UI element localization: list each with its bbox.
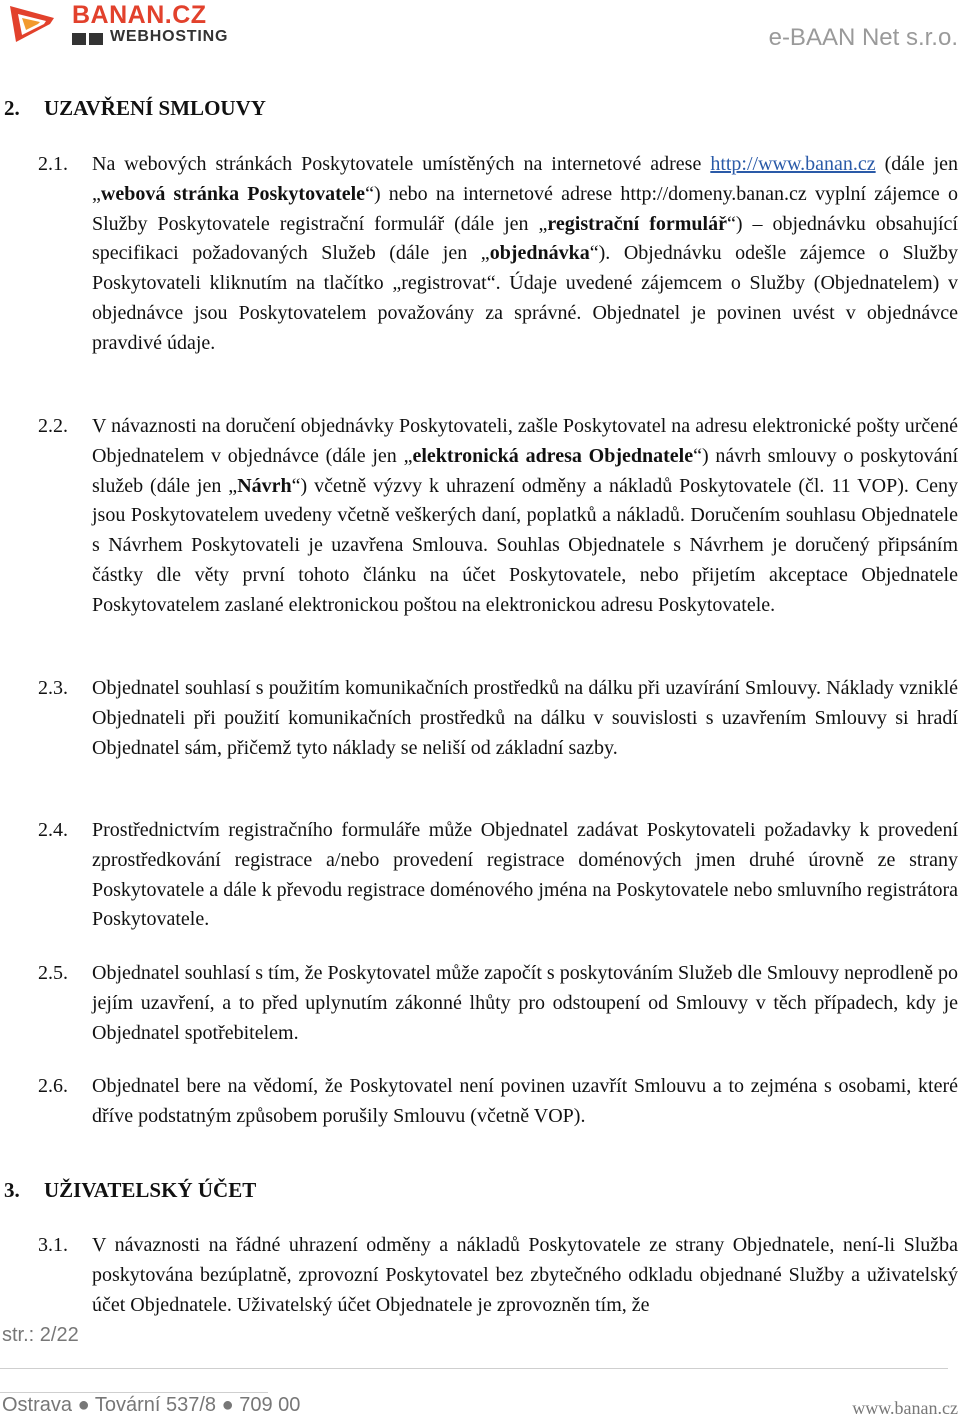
clause-text: Objednatel souhlasí s použitím komunikačních prostředků na dálku při uzavírání Smlouvy. Náklady vzniklé Objednateli při použití komunikačních prostředků na dálku v souvislosti s uzavřením Smlouvy si hradí Objednatel sám, přičemž tyto náklady se neliší od základní sazby. [92,677,958,759]
footer-divider [0,1368,948,1369]
company-name: e-BAAN Net s.r.o. [768,24,958,51]
footer-divider-short [0,1392,268,1393]
footer-website: www.banan.cz [852,1398,958,1418]
clause-text: V návaznosti na doručení objednávky Poskytovateli, zašle Poskytovatel na adresu elektronické pošty určené Objednatelem v objednávce (dále jen „elektronická adresa Objednatele“) návrh smlouvy o poskytování služeb (dále jen „Návrh“) včetně výzvy k uhrazení odměny a nákladů Poskytovatele (čl. 11 VOP). Ceny jsou Poskytovatelem uvedeny včetně veškerých daní, poplatků a nákladů. Doručením souhlasu Objednatele s Návrhem Poskytovateli je uzavřena Smlouva. Souhlas Objednatele s Návrhem je doručený připsáním částky dle věty první tohoto článku na účet Poskytovatele, nebo přijetím akceptace Objednatele Poskytovatelem zaslané elektronickou poštou na elektronickou adresu Poskytovatele. [92,415,959,616]
section-number: 3. [4,1178,20,1202]
clause-2-4 [38,816,958,935]
clause-3-1 [38,1231,958,1320]
company-address: Ostrava ● Tovární 537/8 ● 709 00 [2,1394,301,1416]
banan-logo [6,2,246,46]
logo-bars [72,32,106,50]
section-heading [4,1178,256,1203]
clause-number: 2.1. [38,153,68,175]
clause-2-5 [38,959,958,1048]
logo-subtitle: WEBHOSTING [110,28,229,45]
page-number: str.: 2/22 [2,1324,79,1346]
clause-2-3 [38,674,958,763]
clause-2-1 [38,150,958,359]
clause-number: 2.2. [38,415,68,437]
logo-brand-text: BANAN.CZ [72,1,207,29]
section-number: 2. [4,96,20,120]
clause-text: Prostřednictvím registračního formuláře může Objednatel zadávat Poskytovateli požadavky k provedení zprostředkování registrace a/nebo provedení registrace doménových jmen druhé úrovně ze strany Poskytovatele a dále k převodu registrace doménového jména na Poskytovatele nebo smluvního registrátora Poskytovatele. [92,819,958,931]
clause-number: 3.1. [38,1234,68,1256]
clause-number: 2.5. [38,962,68,984]
clause-number: 2.4. [38,819,68,841]
website-link[interactable]: http://www.banan.cz [710,153,876,175]
section-heading [4,96,266,121]
banana-icon [6,2,66,46]
section-title: UŽIVATELSKÝ ÚČET [44,1178,257,1202]
clause-number: 2.6. [38,1075,68,1097]
section-title: UZAVŘENÍ SMLOUVY [44,96,266,120]
clause-number: 2.3. [38,677,68,699]
clause-text: Objednatel souhlasí s tím, že Poskytovatel může započít s poskytováním Služeb dle Smlouvy neprodleně po jejím uzavření, a to před uplynutím zákonné lhůty pro odstoupení od Smlouvy v těch případech, kdy je Objednatel spotřebitelem. [92,962,958,1044]
clause-2-2 [38,412,958,621]
clause-text: V návaznosti na řádné uhrazení odměny a nákladů Poskytovatele ze strany Objednatele, není-li Služba poskytována bezúplatně, zprovozní Poskytovatel bez zbytečného odkladu objednané Služby a uživatelský účet Objednatele. Uživatelský účet Objednatele je zprovozněn tím, že [92,1234,958,1316]
clause-text: Objednatel bere na vědomí, že Poskytovatel není povinen uzavřít Smlouvu a to zejména s osobami, které dříve podstatným způsobem porušily Smlouvu (včetně VOP). [92,1075,958,1127]
clause-text: Na webových stránkách Poskytovatele umístěných na internetové adrese http://www.banan.cz (dále jen „webová stránka Poskytovatele“) nebo na internetové adrese http://domeny.banan.cz vyplní zájemce o Služby Poskytovatele registrační formulář (dále jen „registrační formulář“) – objednávku obsahující specifikaci požadovaných Služeb (dále jen „objednávka“). Objednávku odešle zájemce o Služby Poskytovateli kliknutím na tlačítko „registrovat“. Údaje uvedené zájemcem o Služby (Objednatelem) v objednávce jsou Poskytovatelem považovány za správné. Objednatel je povinen uvést v objednávce pravdivé údaje. [92,153,959,354]
clause-2-6 [38,1072,958,1132]
